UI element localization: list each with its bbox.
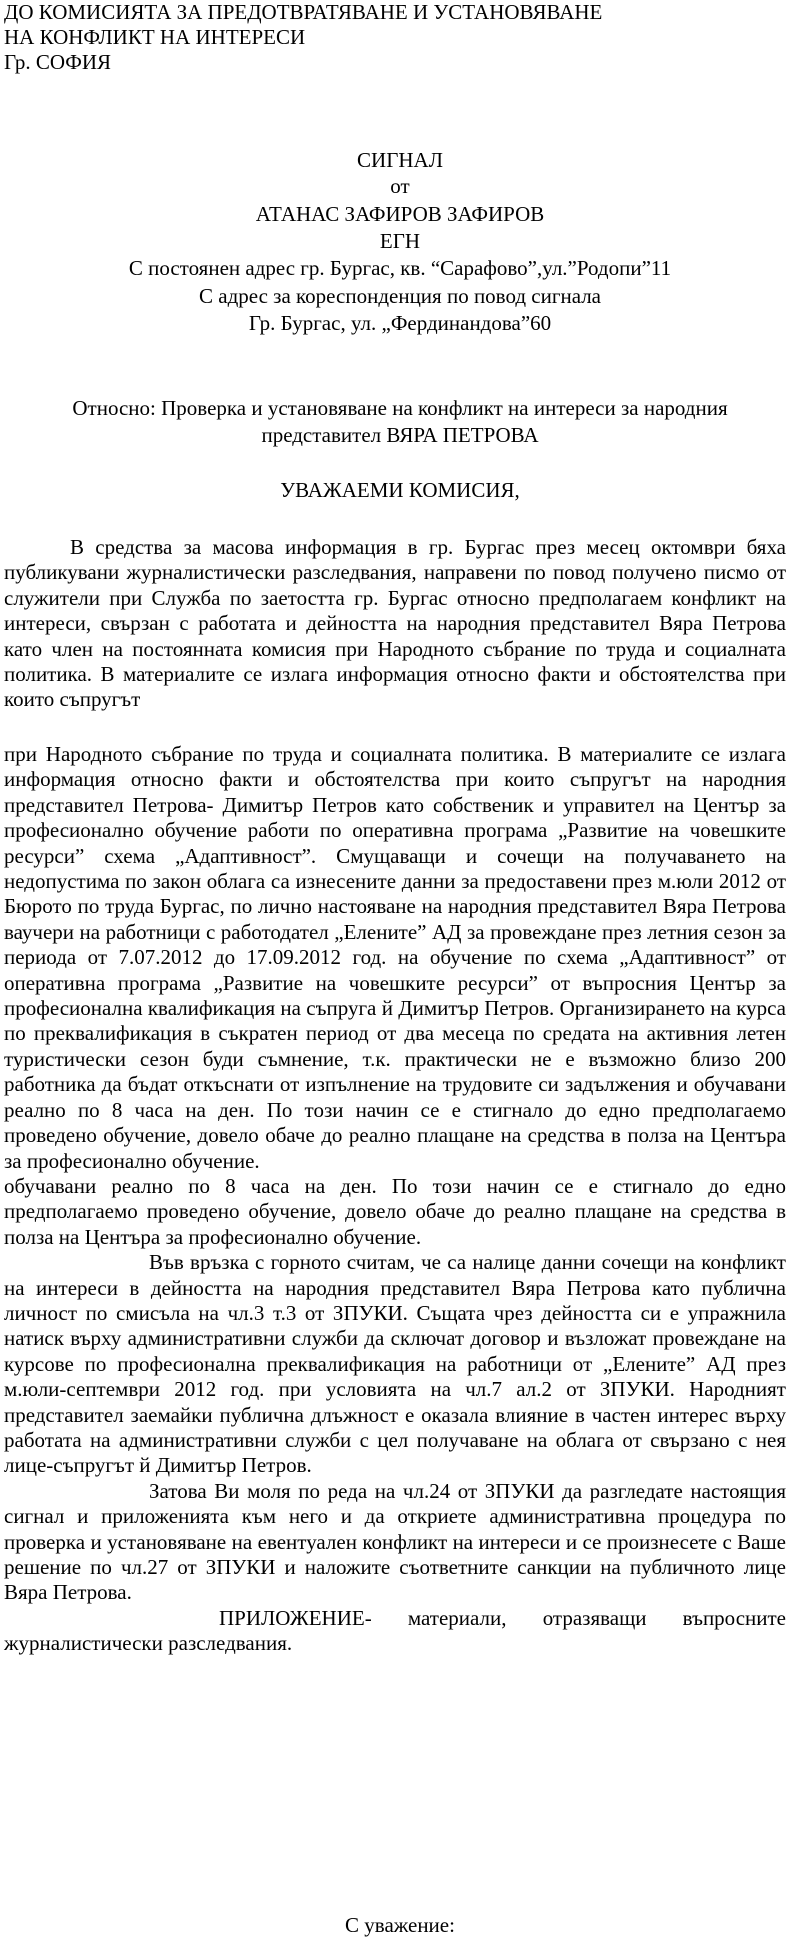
salutation: УВАЖАЕМИ КОМИСИЯ, [280,478,520,502]
attachment-paragraph: ПРИЛОЖЕНИЕ- материали, отразяващи въпросните журналистически разследвания. [4,1605,786,1656]
closing: С уважение: [345,1913,455,1937]
subject-line-2: представител ВЯРА ПЕТРОВА [261,423,539,447]
paragraph-3: обучавани реално по 8 часа на ден. По този начин се е стигнало до едно предполагаемо проведено обучение, довело обаче до реално плащане на средства в полза на Центъра за професионално обучение. [4,1173,786,1249]
document-title: СИГНАЛ [357,148,443,172]
addressee-block [4,0,602,75]
addressee-line-1: ДО КОМИСИЯТА ЗА ПРЕДОТВРАТЯВАНЕ И УСТАНОВЯВАНЕ [4,0,603,24]
paragraph-main [4,742,786,1657]
sender-name: АТАНАС ЗАФИРОВ ЗАФИРОВ [255,202,545,226]
addressee-line-2: НА КОНФЛИКТ НА ИНТЕРЕСИ [4,25,306,49]
paragraph-5: Затова Ви моля по реда на чл.24 от ЗПУКИ да разгледате настоящия сигнал и приложенията към него и да откриете административна процедура по проверка и установяване на евентуален конфликт на интереси и се произнесете с Ваше решение по чл.27 от ЗПУКИ и наложите съответните санкции на публичното лице Вяра Петрова. [4,1478,786,1605]
correspondence-label: С адрес за кореспонденция по повод сигнала [199,284,601,308]
permanent-address: С постоянен адрес гр. Бургас, кв. “Сарафово”,ул.”Родопи”11 [128,256,672,280]
paragraph-intro [4,535,786,713]
subject-line-1: Относно: Проверка и установяване на конфликт на интереси за народния [72,396,728,420]
addressee-city: Гр. СОФИЯ [4,50,112,74]
from-label: от [390,174,410,198]
correspondence-address: Гр. Бургас, ул. „Фердинандова”60 [248,311,552,335]
paragraph-1: В средства за масова информация в гр. Бургас през месец октомври бяха публикувани журналистически разследвания, направени по повод получено писмо от служители при Служба по заетостта гр. Бургас относно предполагаем конфликт на интереси, свързан с работата и дейността на народния представител Вяра Петрова като член на постоянната комисия при Народното събрание по труда и социалната политика. В материалите се излага информация относно факти и обстоятелства при които съпругът [4,535,786,712]
egn-label: ЕГН [379,229,421,253]
paragraph-2: при Народното събрание по труда и социалната политика. В материалите се излага информация относно факти и обстоятелства при които съпругът на народния представител Петрова- Димитър Петров като собственик и управител на Център за професионално обучение работи по оперативна програма „Развитие на човешките ресурси” схема „Адаптивност”. Смущаващи и сочещи на получаването на недопустима по закон облага са изнесените данни за предоставени през м.юли 2012 от Бюрото по труда Бургас, по лично настояване на народния представител Вяра Петрова ваучери на работници с работодател „Елените” АД за провеждане през летния сезон за периода от 7.07.2012 до 17.09.2012 год. на обучение по схема „Адаптивност” от оперативна програма „Развитие на човешките ресурси” от въпросния Център за професионална квалификация на съпруга й Димитър Петров. Организирането на курса по преквалификация в съкратен период от два месеца по средата на активния летен туристически сезон буди съмнение, т.к. практически не е възможно близо 200 работника да бъдат откъснати от изпълнение на трудовите си задължения и обучавани реално по 8 часа на ден. По този начин се е стигнало до едно предполагаемо проведено обучение, довело обаче до реално плащане на средства в полза на Центъра за професионално обучение. [4,742,786,1173]
paragraph-4: Във връзка с горното считам, че са налице данни сочещи на конфликт на интереси в дейността на народния представител Вяра Петрова като публична личност по смисъла на чл.3 т.3 от ЗПУКИ. Същата чрез дейността си е упражнила натиск върху административни служби да сключат договор и възложат провеждане на курсове по професионална преквалификация на работници от „Елените” АД през м.юли-септември 2012 год. при условията на чл.7 ал.2 от ЗПУКИ. Народният представител заемайки публична длъжност е оказала влияние в частен интерес върху работата на административни служби с цел получаване на облага от свързано с нея лице-съпругът й Димитър Петров. [4,1250,786,1478]
